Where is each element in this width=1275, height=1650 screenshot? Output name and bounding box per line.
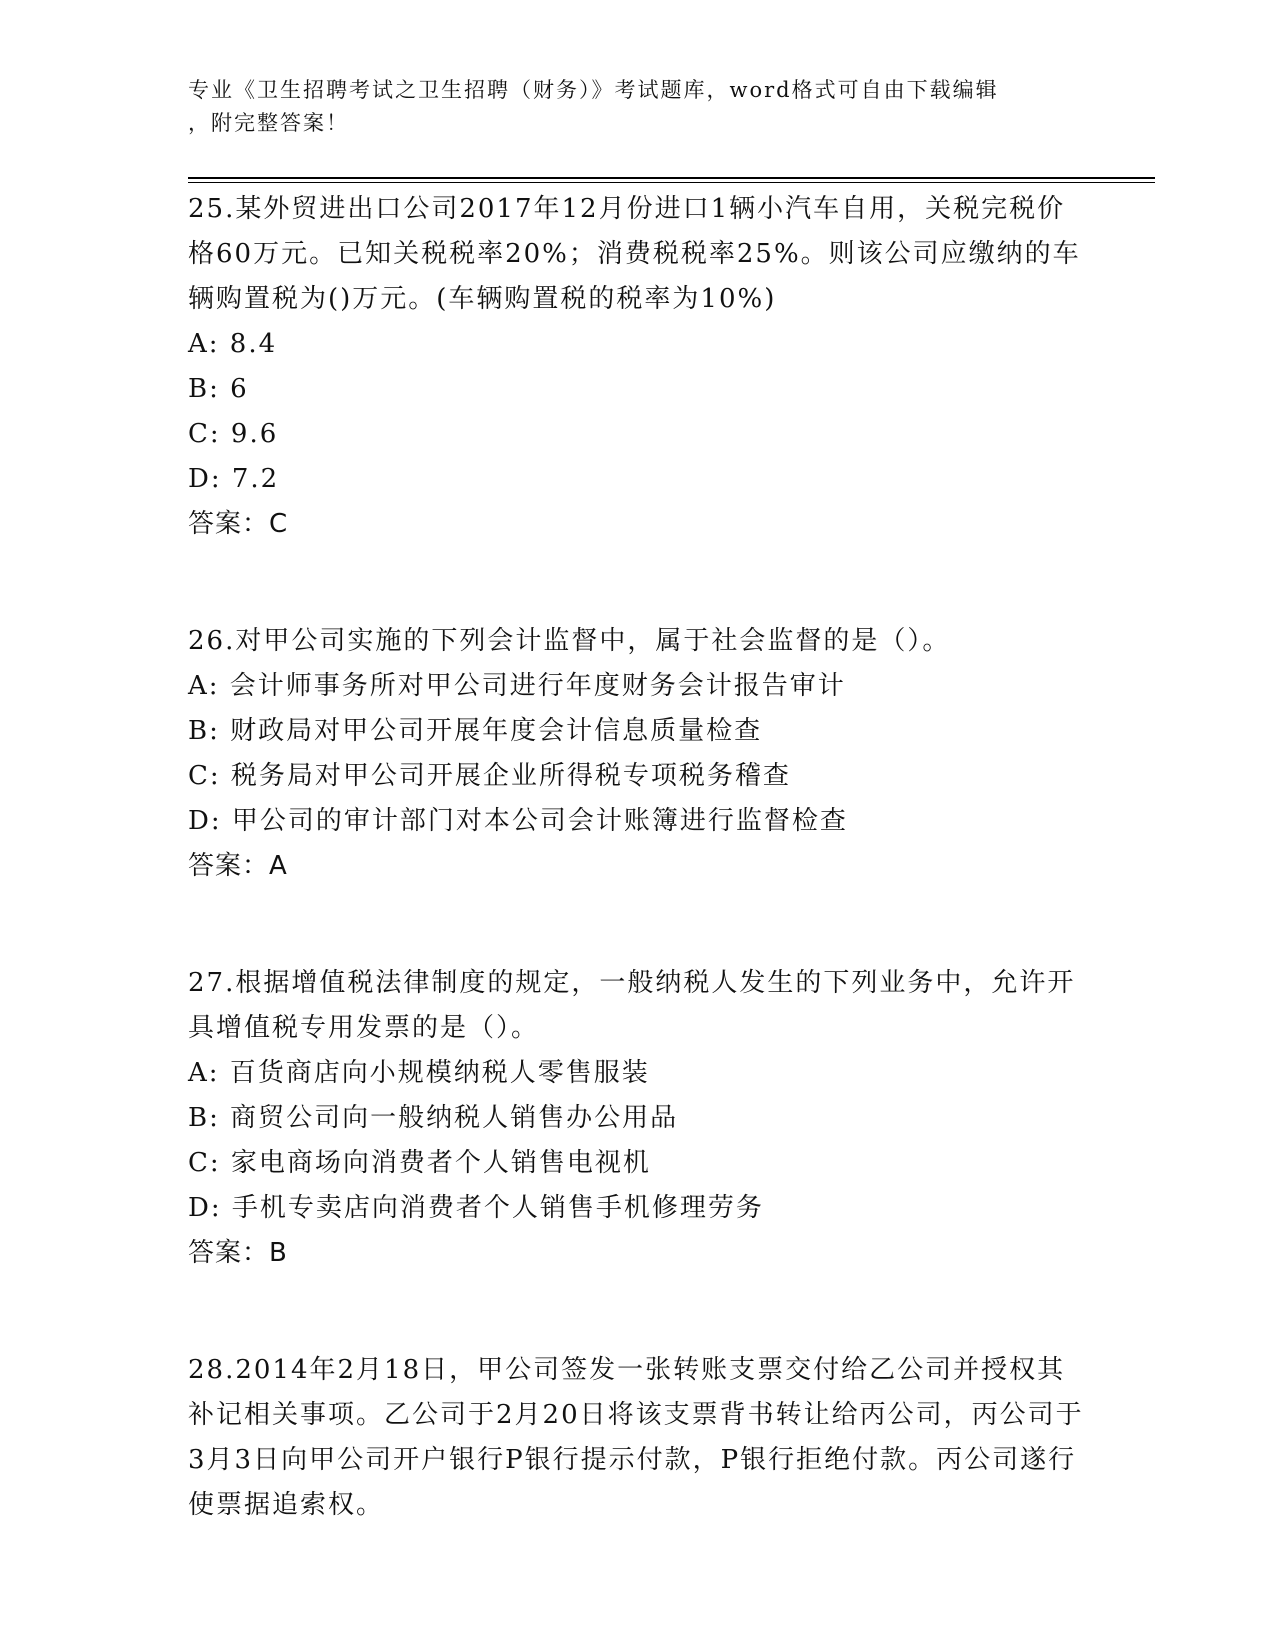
option-d: D: 手机专卖店向消费者个人销售手机修理劳务 xyxy=(188,1193,764,1223)
header-divider-thick xyxy=(188,177,1155,179)
option-c: C: 税务局对甲公司开展企业所得税专项税务稽查 xyxy=(188,761,791,791)
option-a: A: 会计师事务所对甲公司进行年度财务会计报告审计 xyxy=(188,671,846,701)
document-header xyxy=(188,74,1068,140)
question-spacer xyxy=(188,889,1088,961)
option-a: A: 8.4 xyxy=(188,329,278,359)
option-b: B: 商贸公司向一般纳税人销售办公用品 xyxy=(188,1103,679,1133)
option-d: D: 甲公司的审计部门对本公司会计账簿进行监督检查 xyxy=(188,806,848,836)
option-a: A: 百货商店向小规模纳税人零售服装 xyxy=(188,1058,650,1088)
option-c: C: 9.6 xyxy=(188,419,279,449)
option-b: B: 6 xyxy=(188,374,249,404)
question-28 xyxy=(188,1348,1088,1528)
question-spacer xyxy=(188,547,1088,619)
header-divider-thin xyxy=(188,182,1155,183)
option-d: D: 7.2 xyxy=(188,464,280,494)
answer-label: 答案：B xyxy=(188,1238,288,1268)
header-line-2: ，附完整答案！ xyxy=(188,111,349,135)
question-stem: 25.某外贸进出口公司2017年12月份进口1辆小汽车自用，关税完税价格60万元。已知关税税率20%；消费税税率25%。则该公司应缴纳的车辆购置税为()万元。(车辆购置税的税率为10%) xyxy=(188,194,1081,314)
answer-label: 答案：A xyxy=(188,851,288,881)
question-spacer xyxy=(188,1276,1088,1348)
question-25 xyxy=(188,187,1088,547)
question-27 xyxy=(188,961,1088,1276)
header-line-1: 专业《卫生招聘考试之卫生招聘（财务）》考试题库，word格式可自由下载编辑 xyxy=(188,78,999,102)
question-26 xyxy=(188,619,1088,889)
question-stem: 26.对甲公司实施的下列会计监督中，属于社会监督的是（）。 xyxy=(188,626,951,656)
option-b: B: 财政局对甲公司开展年度会计信息质量检查 xyxy=(188,716,763,746)
option-c: C: 家电商场向消费者个人销售电视机 xyxy=(188,1148,651,1178)
question-stem: 28.2014年2月18日，甲公司签发一张转账支票交付给乙公司并授权其补记相关事项。乙公司于2月20日将该支票背书转让给丙公司，丙公司于3月3日向甲公司开户银行P银行提示付款，P银行拒绝付款。丙公司遂行使票据追索权。 xyxy=(188,1355,1084,1520)
question-stem: 27.根据增值税法律制度的规定，一般纳税人发生的下列业务中，允许开具增值税专用发票的是（）。 xyxy=(188,968,1076,1043)
answer-label: 答案：C xyxy=(188,509,289,539)
question-list xyxy=(188,187,1088,1528)
